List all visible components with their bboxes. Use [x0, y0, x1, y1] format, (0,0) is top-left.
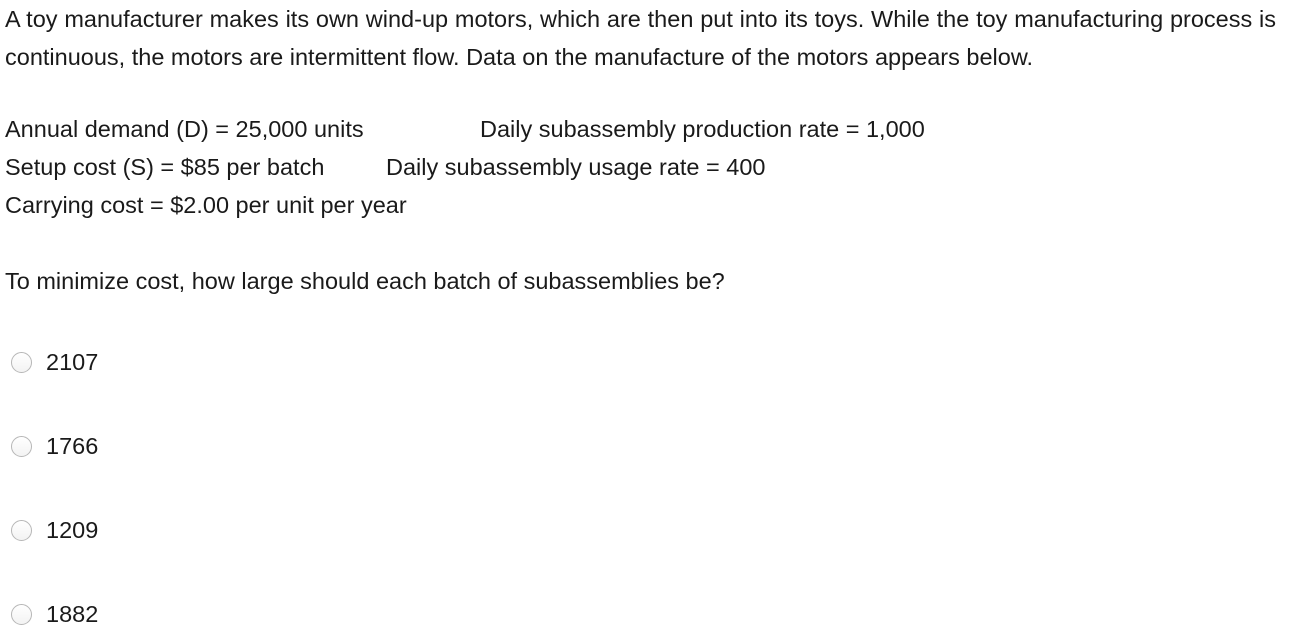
answer-option-3[interactable] — [11, 515, 98, 545]
question-text: To minimize cost, how large should each batch of subassemblies be? — [5, 268, 725, 294]
option-label[interactable]: 1766 — [46, 433, 99, 459]
problem-intro: A toy manufacturer makes its own wind-up motors, which are then put into its toys. While the toy manufacturing process is continuous, the motors are intermittent flow. Data on the manufacture of the motors appears below. — [5, 6, 1276, 70]
annual-demand-text: Annual demand (D) = 25,000 units — [5, 116, 364, 142]
answer-option-1[interactable] — [11, 347, 98, 377]
answer-option-2[interactable] — [11, 431, 98, 461]
usage-rate-text: Daily subassembly usage rate = 400 — [386, 154, 766, 180]
option-label[interactable]: 2107 — [46, 349, 99, 375]
setup-cost-text: Setup cost (S) = $85 per batch — [5, 154, 325, 180]
answer-option-4[interactable] — [11, 599, 98, 629]
option-label[interactable]: 1882 — [46, 601, 99, 627]
radio-button[interactable] — [11, 352, 32, 373]
radio-button[interactable] — [11, 436, 32, 457]
carrying-cost-text: Carrying cost = $2.00 per unit per year — [5, 192, 407, 218]
production-rate-text: Daily subassembly production rate = 1,000 — [480, 116, 925, 142]
radio-button[interactable] — [11, 520, 32, 541]
radio-button[interactable] — [11, 604, 32, 625]
option-label[interactable]: 1209 — [46, 517, 99, 543]
